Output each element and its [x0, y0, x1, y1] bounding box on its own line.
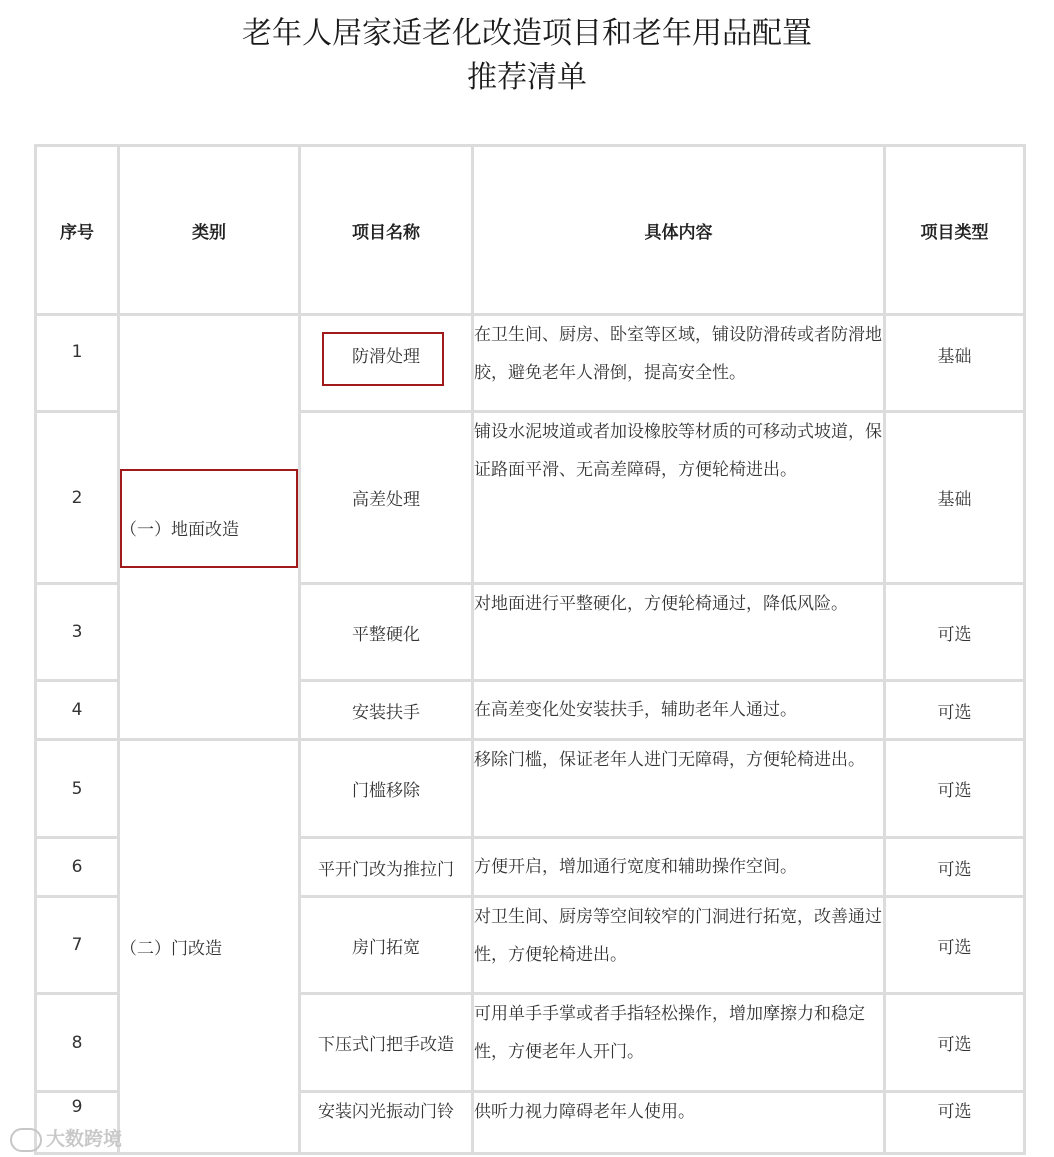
header-type: 项目类型	[885, 146, 1025, 315]
row-item-name: 平开门改为推拉门	[300, 838, 473, 897]
row-content: 在卫生间、厨房、卧室等区域，铺设防滑砖或者防滑地胶，避免老年人滑倒，提高安全性。	[473, 315, 885, 412]
row-seq: 5	[36, 740, 119, 838]
row-seq: 9	[36, 1092, 119, 1154]
highlight-box-anti-slip	[322, 332, 444, 386]
table-header-row	[36, 146, 1025, 315]
row-item-name: 防滑处理	[352, 347, 420, 367]
row-seq: 4	[36, 681, 119, 740]
row-item-name: 安装闪光振动门铃	[300, 1092, 473, 1154]
row-seq: 8	[36, 994, 119, 1092]
table-row	[36, 315, 1025, 412]
category-cell	[119, 740, 300, 1154]
row-seq: 3	[36, 584, 119, 681]
row-type: 基础	[937, 347, 972, 367]
row-type: 可选	[885, 1092, 1025, 1154]
watermark-text: 大数跨境	[46, 1128, 123, 1150]
watermark	[10, 1124, 122, 1152]
header-seq: 序号	[36, 146, 119, 315]
row-content: 在高差变化处安装扶手，辅助老年人通过。	[473, 681, 885, 740]
document-title: 老年人居家适老化改造项目和老年用品配置	[242, 16, 812, 51]
row-type: 可选	[885, 897, 1025, 994]
document-subtitle: 推荐清单	[467, 60, 587, 95]
row-seq: 6	[36, 838, 119, 897]
row-item-name: 房门拓宽	[300, 897, 473, 994]
row-item-name: 安装扶手	[300, 681, 473, 740]
row-type: 可选	[885, 740, 1025, 838]
row-item-name: 平整硬化	[300, 584, 473, 681]
header-category: 类别	[119, 146, 300, 315]
row-content: 移除门槛，保证老年人进门无障碍，方便轮椅进出。	[473, 740, 885, 838]
row-seq: 7	[36, 897, 119, 994]
header-content: 具体内容	[473, 146, 885, 315]
category-label: （一）地面改造	[120, 519, 239, 540]
recommendation-table	[34, 144, 1026, 1155]
row-content: 可用单手手掌或者手指轻松操作，增加摩擦力和稳定性，方便老年人开门。	[473, 994, 885, 1092]
row-item-name: 门槛移除	[300, 740, 473, 838]
highlight-box-floor-category	[120, 469, 298, 568]
watermark-logo-icon	[10, 1128, 42, 1152]
row-type: 可选	[885, 838, 1025, 897]
row-content: 供听力视力障碍老年人使用。	[473, 1092, 885, 1154]
row-type: 可选	[885, 681, 1025, 740]
row-content: 方便开启，增加通行宽度和辅助操作空间。	[473, 838, 885, 897]
table-row	[36, 740, 1025, 838]
row-item-name: 高差处理	[300, 412, 473, 584]
header-item-name: 项目名称	[300, 146, 473, 315]
row-type: 可选	[885, 994, 1025, 1092]
row-content: 对卫生间、厨房等空间较窄的门洞进行拓宽，改善通过性，方便轮椅进出。	[473, 897, 885, 994]
category-label: （二）门改造	[120, 939, 222, 959]
row-item-name: 下压式门把手改造	[300, 994, 473, 1092]
row-content: 对地面进行平整硬化，方便轮椅通过，降低风险。	[473, 584, 885, 681]
row-content: 铺设水泥坡道或者加设橡胶等材质的可移动式坡道，保证路面平滑、无高差障碍，方便轮椅进出。	[473, 412, 885, 584]
row-type: 基础	[885, 412, 1025, 584]
row-seq: 1	[71, 342, 83, 362]
row-type: 可选	[885, 584, 1025, 681]
row-seq: 2	[36, 412, 119, 584]
